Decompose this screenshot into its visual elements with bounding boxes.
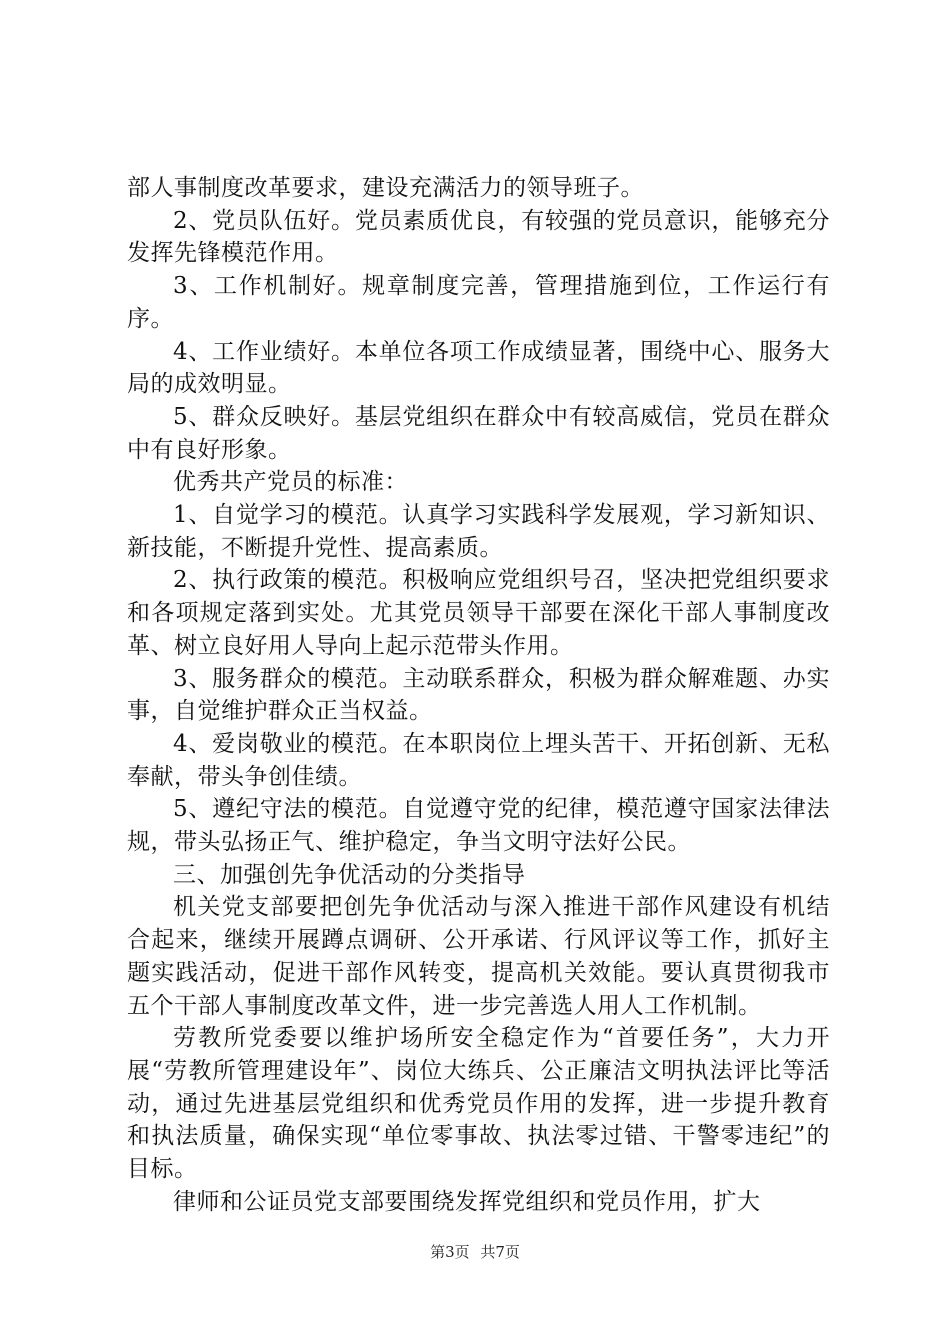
paragraph: 2、执行政策的模范。积极响应党组织号召，坚决把党组织要求和各项规定落到实处。尤其党员领导干部要在深化干部人事制度改革、树立良好用人导向上起示范带头作用。 <box>127 567 830 659</box>
paragraph: 3、工作机制好。规章制度完善，管理措施到位，工作运行有序。 <box>127 273 830 332</box>
paragraph: 部人事制度改革要求，建设充满活力的领导班子。 <box>127 175 644 201</box>
paragraph: 劳教所党委要以维护场所安全稳定作为“首要任务”，大力开展“劳教所管理建设年”、岗位大练兵、公正廉洁文明执法评比等活动，通过先进基层党组织和优秀党员作用的发挥，进一步提升教育和执法质量，确保实现“单位零事故、执法零过错、干警零违纪”的目标。 <box>127 1025 830 1183</box>
page-total: 共7页 <box>480 1243 520 1261</box>
paragraph: 5、群众反映好。基层党组织在群众中有较高威信，党员在群众中有良好形象。 <box>127 403 830 463</box>
paragraph: 3、服务群众的模范。主动联系群众，积极为群众解难题、办实事，自觉维护群众正当权益。 <box>127 665 830 725</box>
paragraph: 1、自觉学习的模范。认真学习实践科学发展观，学习新知识、新技能，不断提升党性、提高素质。 <box>127 502 830 561</box>
page-footer <box>0 1241 950 1262</box>
section-heading: 三、加强创先争优活动的分类指导 <box>173 861 526 888</box>
document-body <box>127 172 830 1219</box>
paragraph: 律师和公证员党支部要围绕发挥党组织和党员作用，扩大 <box>173 1188 761 1215</box>
paragraph: 4、工作业绩好。本单位各项工作成绩显著，围绕中心、服务大局的成效明显。 <box>127 338 830 398</box>
page-number: 第3页 <box>430 1243 470 1261</box>
paragraph: 机关党支部要把创先争优活动与深入推进干部作风建设有机结合起来，继续开展蹲点调研、公开承诺、行风评议等工作，抓好主题实践活动，促进干部作风转变，提高机关效能。要认真贯彻我市五个干部人事制度改革文件，进一步完善选人用人工作机制。 <box>127 894 830 1019</box>
section-subheading: 优秀共产党员的标准： <box>173 469 408 496</box>
paragraph: 4、爱岗敬业的模范。在本职岗位上埋头苦干、开拓创新、无私奉献，带头争创佳绩。 <box>127 730 830 790</box>
paragraph: 5、遵纪守法的模范。自觉遵守党的纪律，模范遵守国家法律法规，带头弘扬正气、维护稳定，争当文明守法好公民。 <box>127 796 830 856</box>
paragraph: 2、党员队伍好。党员素质优良，有较强的党员意识，能够充分发挥先锋模范作用。 <box>127 207 830 267</box>
